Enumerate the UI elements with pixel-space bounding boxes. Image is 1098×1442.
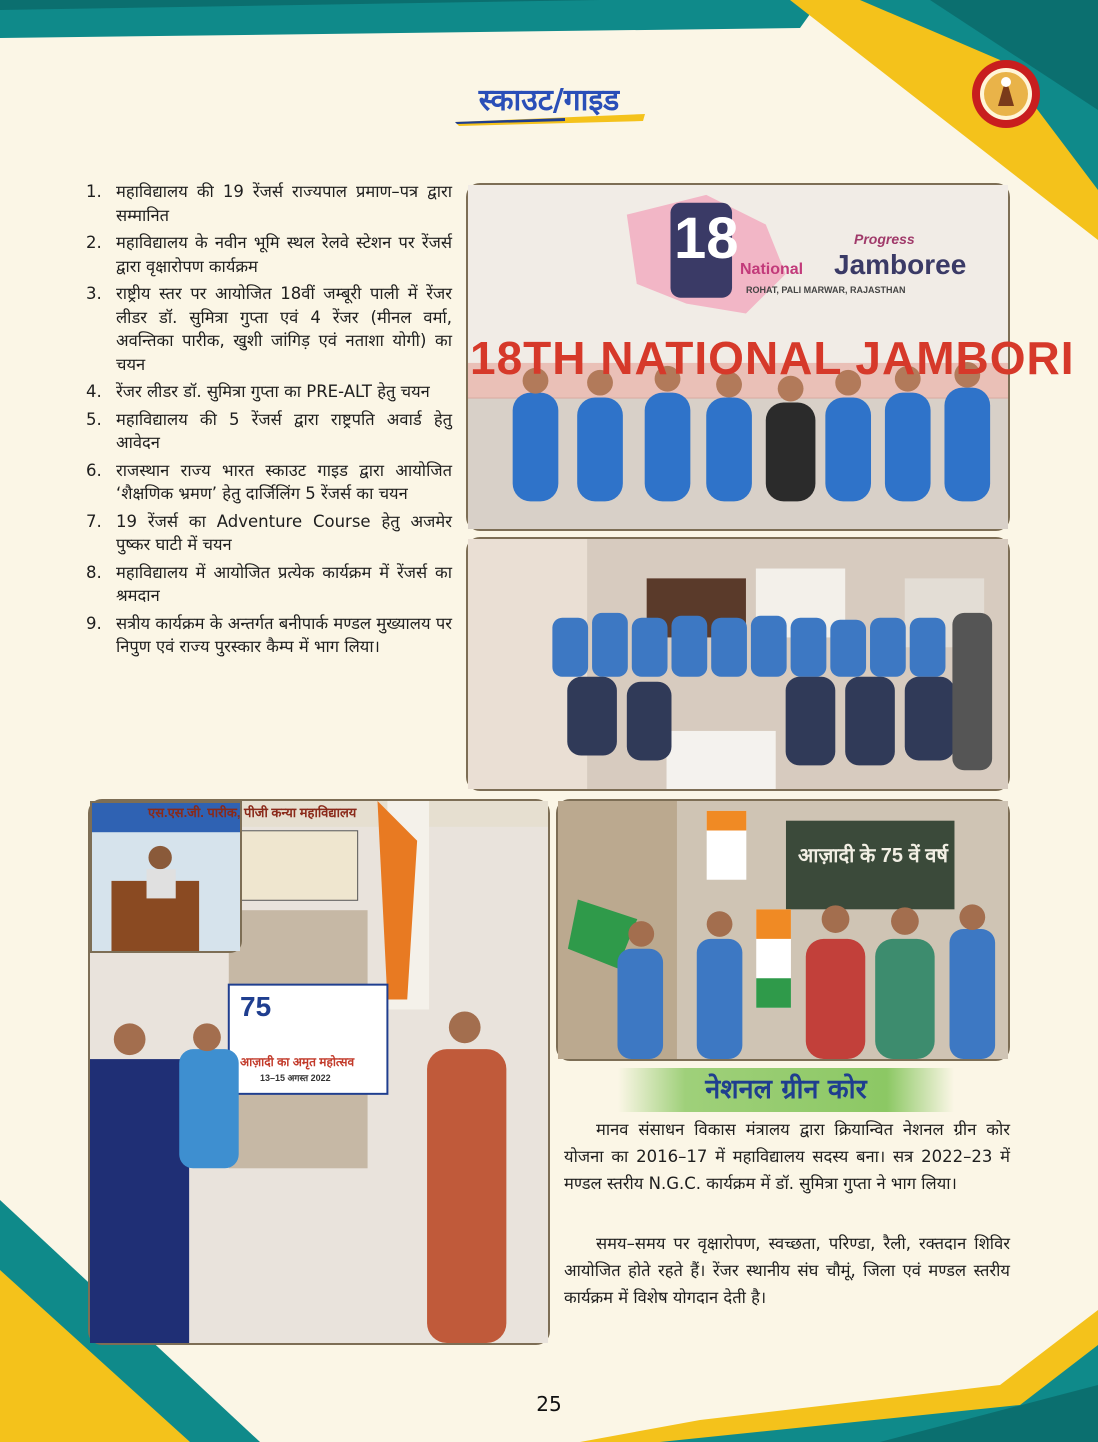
page-number: 25 [536,1392,562,1416]
jamboree-big-number: 18 [674,206,739,271]
scout-achievements-list [86,180,452,663]
list-item: 5. महाविद्यालय की 5 रेंजर्स द्वारा राष्ट्रपति अवार्ड हेतु आवेदन [86,409,452,452]
flags-wall-text: आज़ादी के 75 वें वर्ष [798,845,948,867]
list-item: 4. रेंजर लीडर डॉ. सुमित्रा गुप्ता का PRE-ALT हेतु चयन [86,382,430,401]
list-item: 6. राजस्थान राज्य भारत स्काउट गाइड द्वारा आयोजित ‘शैक्षणिक भ्रमण’ हेतु दार्जिलिंग 5 रेंजर्स का चयन [86,460,452,503]
jamboree-logo-place: ROHAT, PALI MARWAR, RAJASTHAN [746,285,906,295]
list-item: 1. महाविद्यालय की 19 रेंजर्स राज्यपाल प्रमाण–पत्र द्वारा सम्मानित [86,182,452,225]
ngc-heading: नेशनल ग्रीन कोर [618,1068,954,1112]
rally-board-title: 75 [240,991,272,1022]
rally-photo [88,799,550,1345]
rally-inset-photo [90,801,242,953]
jamboree-photo [466,183,1075,531]
group-photo [466,537,1010,791]
list-item: 2. महाविद्यालय के नवीन भूमि स्थल रेलवे स्टेशन पर रेंजर्स द्वारा वृक्षारोपण कार्यक्रम [86,233,452,276]
jamboree-logo-line1: National [740,261,804,278]
list-item: 9. सत्रीय कार्यक्रम के अन्तर्गत बनीपार्क मण्डल मुख्यालय पर निपुण एवं राज्य पुरस्कार कैम्प में भाग लिया। [86,613,452,656]
list-item: 8. महाविद्यालय में आयोजित प्रत्येक कार्यक्रम में रेंजर्स का श्रमदान [86,562,452,605]
rally-board-line1: आज़ादी का अमृत महोत्सव [240,1055,355,1069]
page-title: स्काउट/गाइड [478,83,620,118]
jamboree-banner: 18TH NATIONAL JAMBORI [470,332,1075,384]
jamboree-logo-line2: Jamboree [834,249,967,280]
list-item: 7. 19 रेंजर्स का Adventure Course हेतु अजमेर पुष्कर घाटी में चयन [86,511,452,554]
ngc-paragraph-1: मानव संसाधन विकास मंत्रालय द्वारा क्रियान्वित नेशनल ग्रीन कोर योजना का 2016–17 में महाविद्यालय सदस्य बना। सत्र 2022–23 में मण्डल स्तरीय N.G.C. कार्यक्रम में डॉ. सुमित्रा गुप्ता ने भाग लिया। [564,1120,1010,1193]
jamboree-logo-tag: Progress [854,231,915,247]
flags-photo [556,799,1010,1061]
list-item: 3. राष्ट्रीय स्तर पर आयोजित 18वीं जम्बूरी पाली में रेंजर लीडर डॉ. सुमित्रा गुप्ता एवं 4 रेंजर (मीनल वर्मा, अवन्तिका पारीक, खुशी जांगिड़ एवं नताशा योगी) का चयन [86,284,452,374]
title-underline [455,112,645,126]
rally-wall-sign: एस.एस.जी. पारीक, पीजी कन्या महाविद्यालय [148,805,357,820]
ngc-paragraph-2: समय–समय पर वृक्षारोपण, स्वच्छता, परिण्डा, रैली, रक्तदान शिविर आयोजित होते रहते हैं। रेंजर स्थानीय संघ चौमूं, जिला एवं मण्डल स्तरीय कार्यक्रम में विशेष योगदान देती है। [564,1234,1010,1307]
rally-board-line2: 13–15 अगस्त 2022 [260,1073,331,1083]
